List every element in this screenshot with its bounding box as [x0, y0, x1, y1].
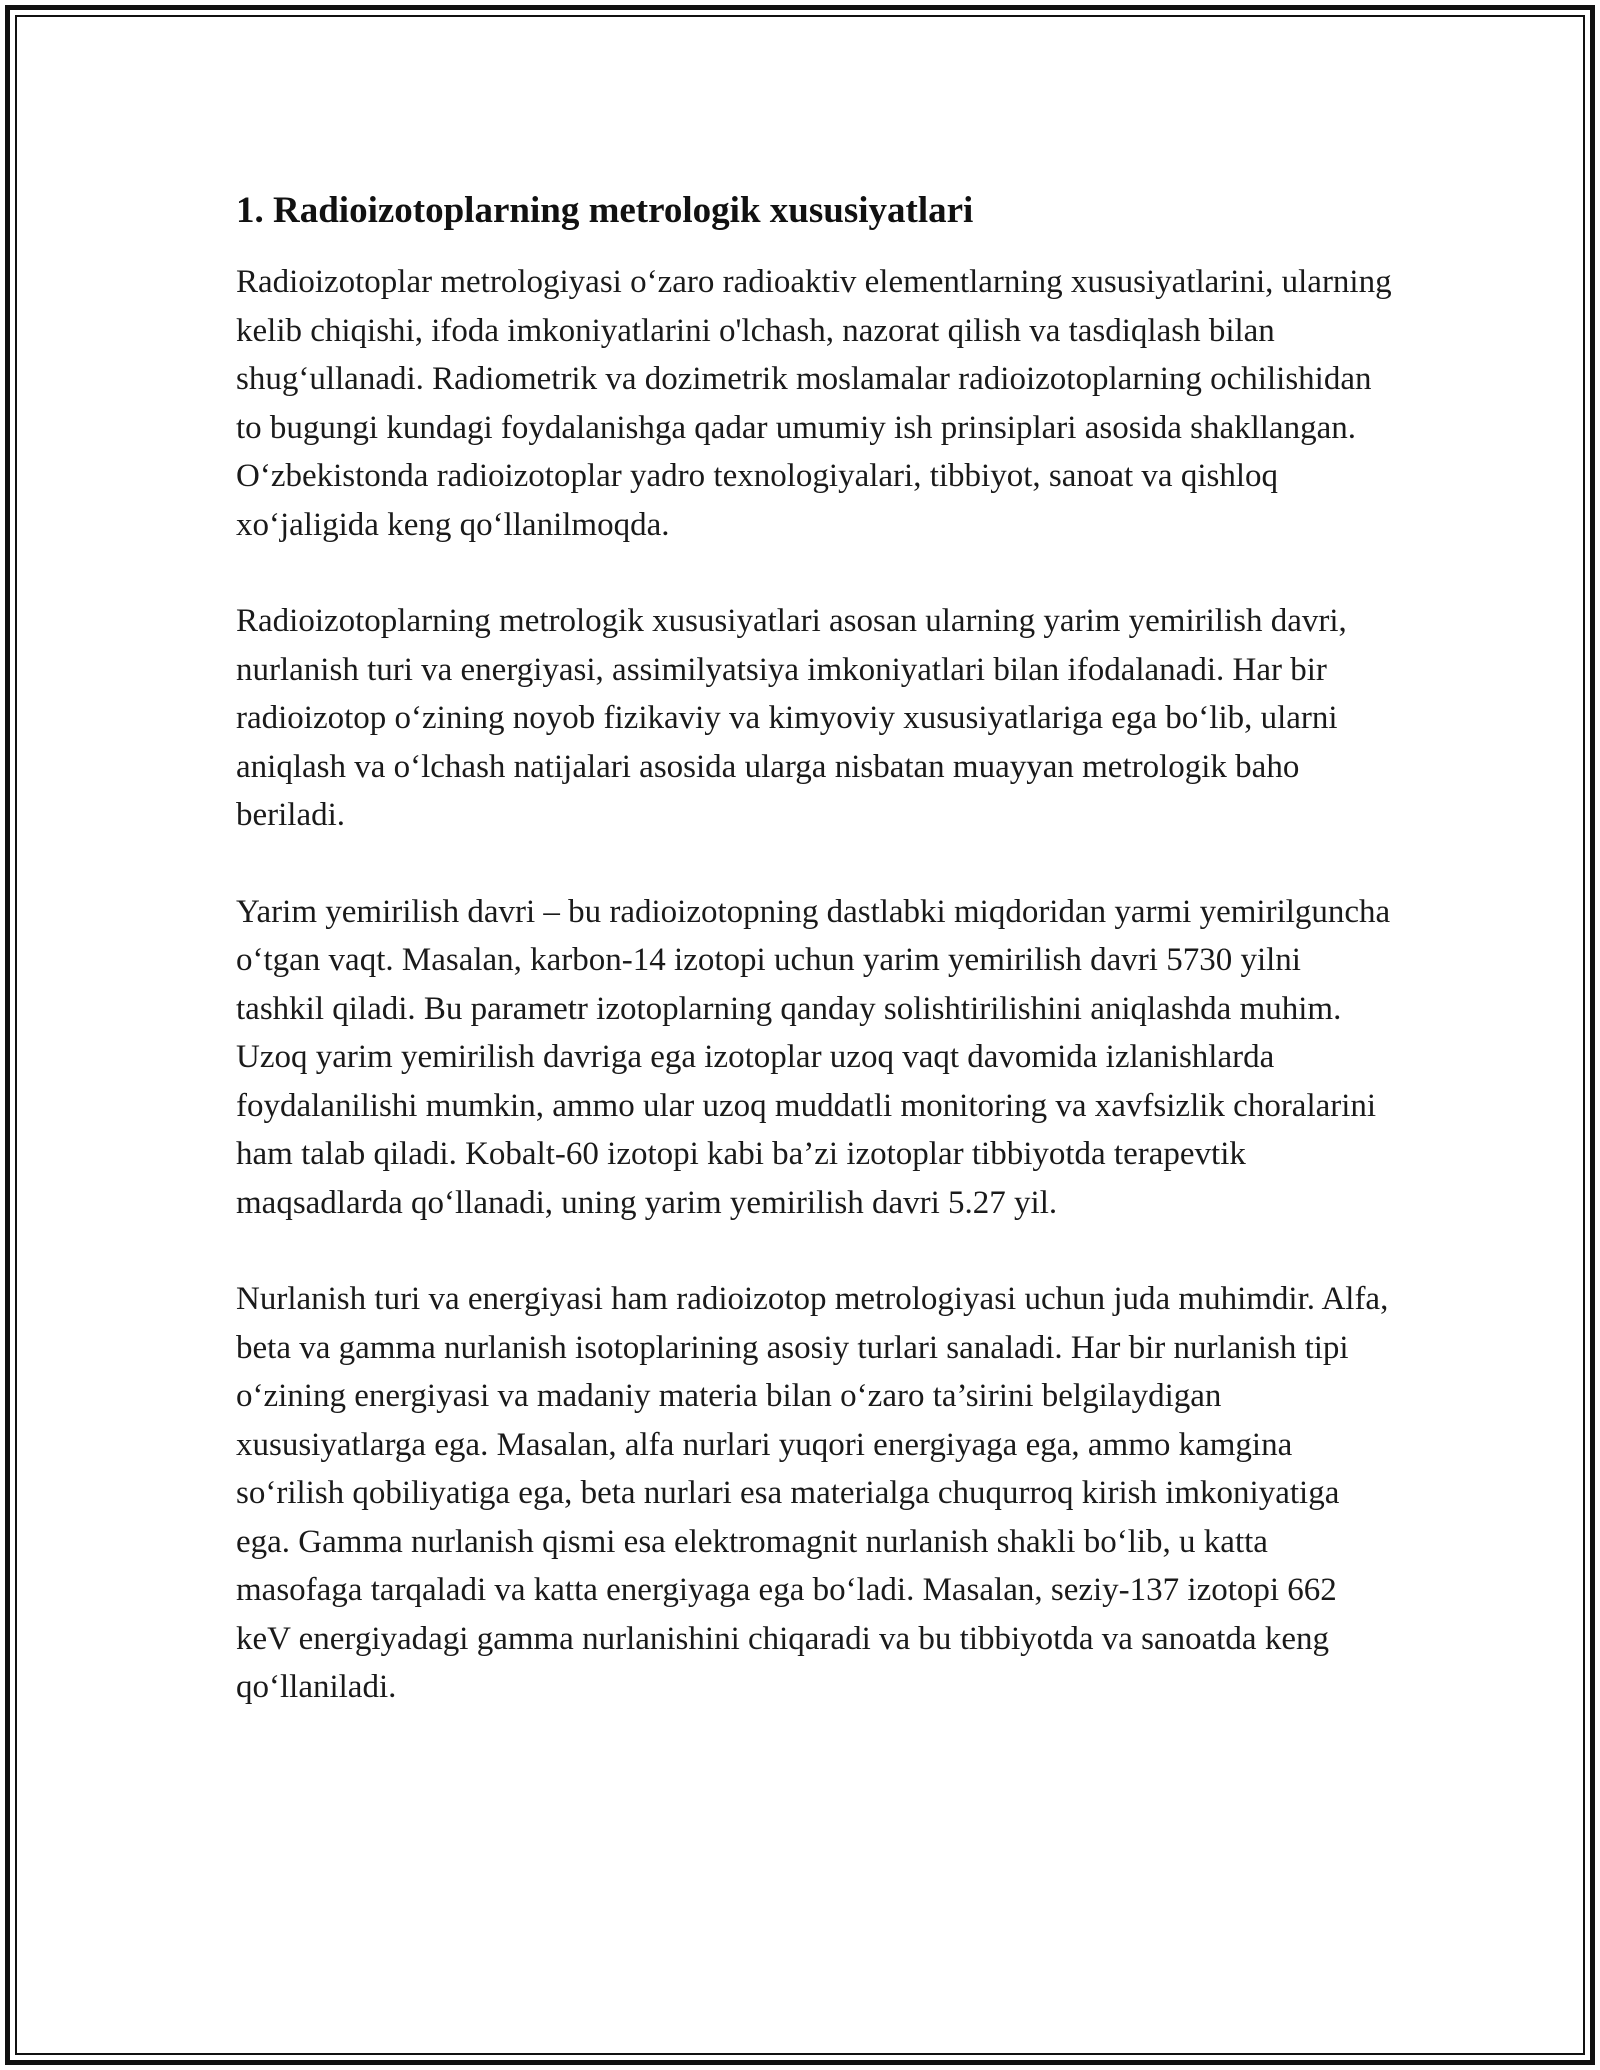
paragraph-metrological-properties: Radioizotoplarning metrologik xususiyatlari asosan ularning yarim yemirilish davri, nurlanish turi va energiyasi, assimilyatsiya imkoniyatlari bilan ifodalanadi. Har bir radioizotop o‘zining noyob fizikaviy va kimyoviy xususiyatlariga ega bo‘lib, ularni aniqlash va o‘lchash natijalari asosida ularga nisbatan muayyan metrologik baho beriladi.: [236, 603, 1347, 833]
section-title: 1. Radioizotoplarning metrologik xususiyatlari: [236, 190, 974, 231]
paragraph-intro: Radioizotoplar metrologiyasi o‘zaro radioaktiv elementlarning xususiyatlarini, ularning kelib chiqishi, ifoda imkoniyatlarini o'lchash, nazorat qilish va tasdiqlash bilan shug‘ullanadi. Radiometrik va dozimetrik moslamalar radioizotoplarning ochilishidan to bugungi kundagi foydalanishga qadar umumiy ish prinsiplari asosida shakllangan. O‘zbekistonda radioizotoplar yadro texnologiyalari, tibbiyot, sanoat va qishloq xo‘jaligida keng qo‘llanilmoqda.: [236, 264, 1392, 543]
document-body: [236, 186, 1396, 1760]
paragraph-radiation-type: Nurlanish turi va energiyasi ham radioizotop metrologiyasi uchun juda muhimdir. Alfa, beta va gamma nurlanish isotoplarining asosiy turlari sanaladi. Har bir nurlanish tipi o‘zining energiyasi va madaniy materia bilan o‘zaro ta’sirini belgilaydigan xususiyatlarga ega. Masalan, alfa nurlari yuqori energiyaga ega, ammo kamgina so‘rilish qobiliyatiga ega, beta nurlari esa materialga chuqurroq kirish imkoniyatiga ega. Gamma nurlanish qismi esa elektromagnit nurlanish shakli bo‘lib, u katta masofaga tarqaladi va katta energiyaga ega bo‘ladi. Masalan, seziy-137 izotopi 662 keV energiyadagi gamma nurlanishini chiqaradi va bu tibbiyotda va sanoatda keng qo‘llaniladi.: [236, 1281, 1389, 1705]
paragraph-half-life: Yarim yemirilish davri – bu radioizotopning dastlabki miqdoridan yarmi yemirilguncha o‘tgan vaqt. Masalan, karbon-14 izotopi uchun yarim yemirilish davri 5730 yilni tashkil qiladi. Bu parametr izotoplarning qanday solishtirilishini aniqlashda muhim. Uzoq yarim yemirilish davriga ega izotoplar uzoq vaqt davomida izlanishlarda foydalanilishi mumkin, ammo ular uzoq muddatli monitoring va xavfsizlik choralarini ham talab qiladi. Kobalt-60 izotopi kabi ba’zi izotoplar tibbiyotda terapevtik maqsadlarda qo‘llanadi, uning yarim yemirilish davri 5.27 yil.: [236, 893, 1391, 1221]
